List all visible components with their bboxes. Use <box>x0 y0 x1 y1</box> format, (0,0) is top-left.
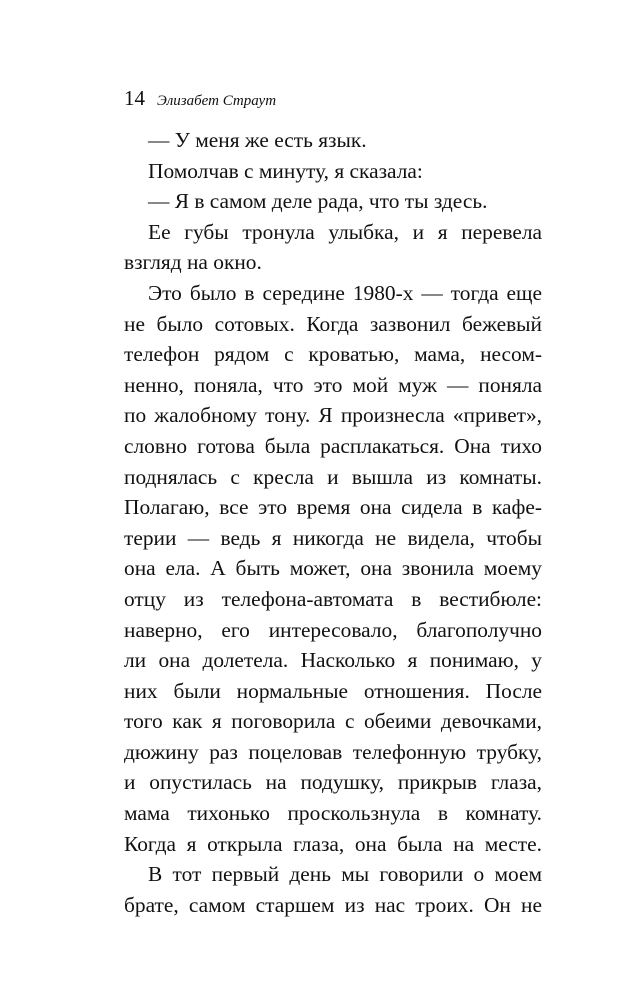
text-line: взгляд на окно. <box>124 250 262 275</box>
running-head-author: Элизабет Страут <box>157 93 277 109</box>
text-line: Когда я открыла глаза, она была на месте. <box>124 831 542 856</box>
text-line: словно готова была расплакаться. Она тихо <box>124 433 542 458</box>
text-line: терии — ведь я никогда не видела, чтобы <box>124 525 542 550</box>
text-line: Полагаю, все это время она сидела в кафе- <box>124 495 542 520</box>
text-line: и опустилась на подушку, прикрыв глаза, <box>124 770 542 795</box>
text-line: поднялась с кресла и вышла из комнаты. <box>124 464 542 489</box>
text-line: того как я поговорила с обеими девочками, <box>124 709 542 734</box>
text-line: них были нормальные отношения. После <box>124 678 542 703</box>
running-head <box>124 86 276 116</box>
text-line: Помолчав с минуту, я сказала: <box>148 158 423 183</box>
text-line: отцу из телефона-автомата в вестибюле: <box>124 586 542 611</box>
text-line: Это было в середине 1980-х — тогда еще <box>148 280 542 305</box>
body-text <box>124 125 542 920</box>
text-line: — Я в самом деле рада, что ты здесь. <box>148 189 488 214</box>
text-line: В тот первый день мы говорили о моем <box>148 862 542 887</box>
text-line: дюжину раз поцеловав телефонную трубку, <box>124 739 542 764</box>
text-line: мама тихонько проскользнула в комнату. <box>124 801 542 826</box>
page-number: 14 <box>124 86 145 110</box>
text-line: Ее губы тронула улыбка, и я перевела <box>148 219 542 244</box>
text-line: не было сотовых. Когда зазвонил бежевый <box>124 311 542 336</box>
text-line: — У меня же есть язык. <box>148 128 367 152</box>
text-line: по жалобному тону. Я произнесла «привет», <box>124 403 542 428</box>
text-line: она ела. А быть может, она звонила моему <box>124 556 542 581</box>
text-line: ли она долетела. Насколько я понимаю, у <box>124 648 542 673</box>
text-line: ненно, поняла, что это мой муж — поняла <box>124 372 542 397</box>
text-line: брате, самом старшем из нас троих. Он не <box>124 892 542 917</box>
text-line: телефон рядом с кроватью, мама, несом- <box>124 342 542 367</box>
text-line: наверно, его интересовало, благополучно <box>124 617 542 642</box>
